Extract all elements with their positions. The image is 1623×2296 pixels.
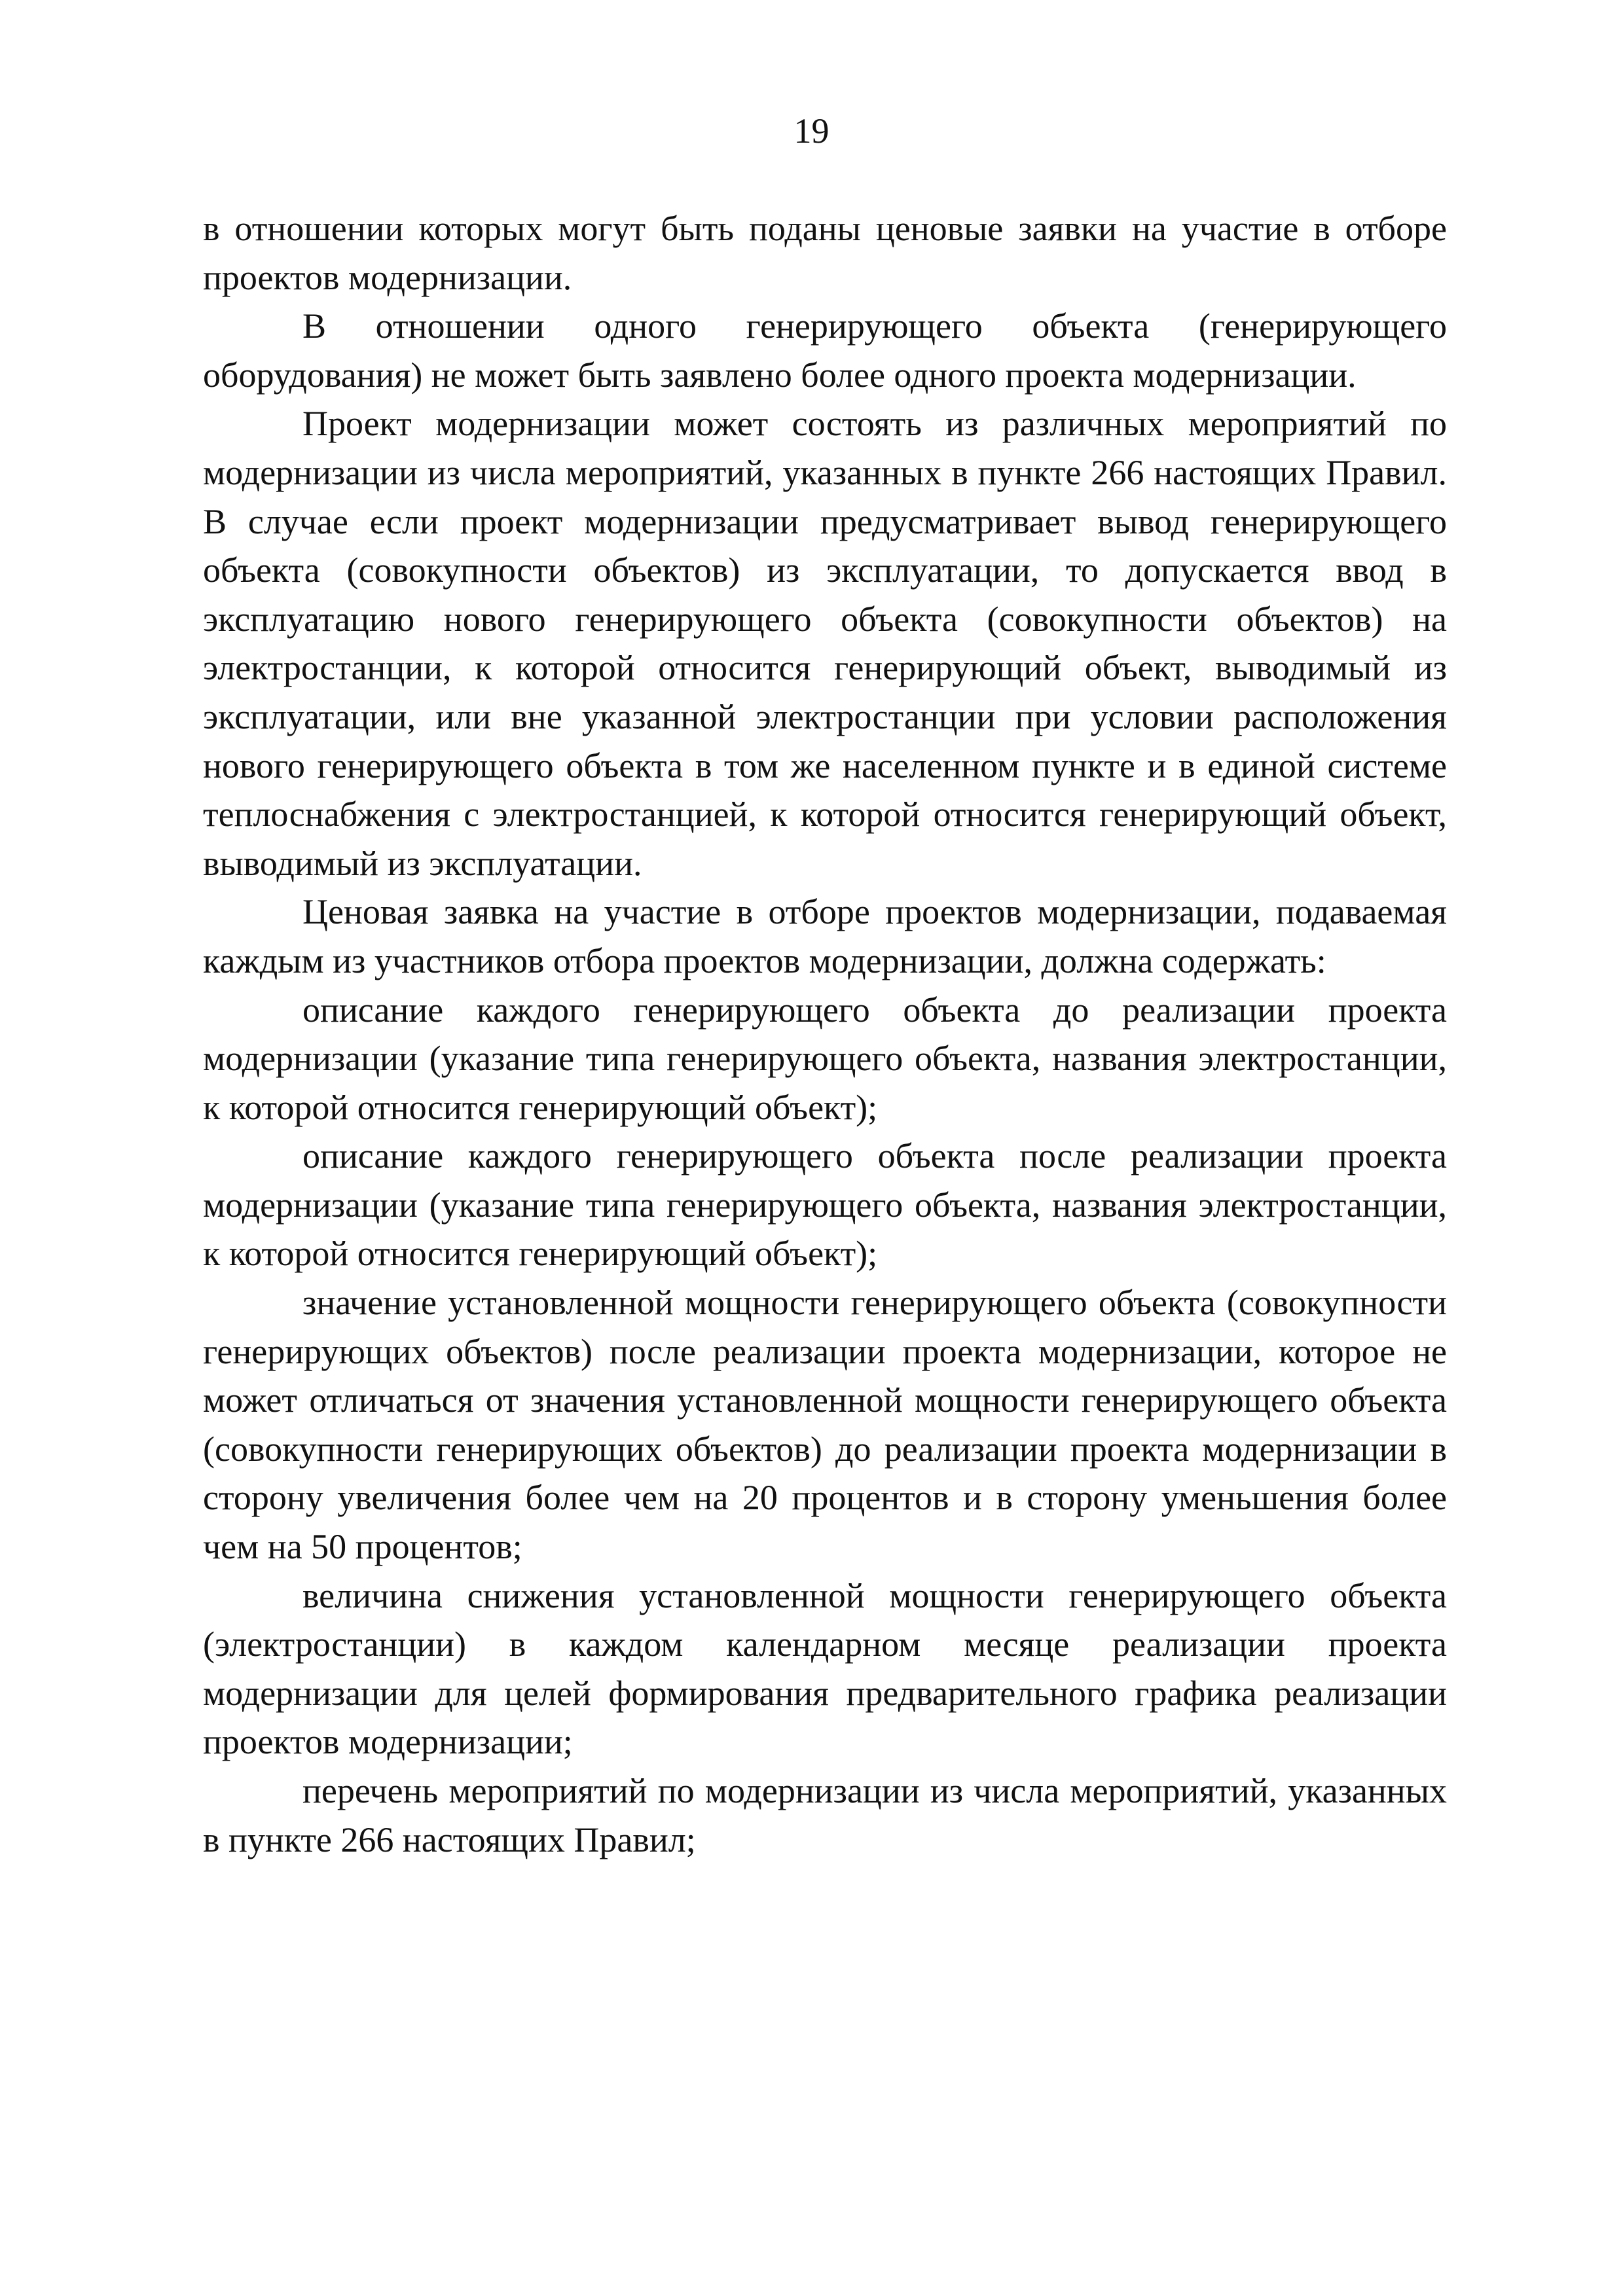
- page-number: 19: [793, 111, 830, 151]
- document-body: [203, 204, 1447, 1864]
- list-item-description-after: описание каждого генерирующего объекта после реализации проекта модернизации (указание типа генерирующего объекта, названия электростанции, к которой относится генерирующий объект);: [203, 1136, 1447, 1274]
- list-item-description-before: описание каждого генерирующего объекта до реализации проекта модернизации (указание типа генерирующего объекта, названия электростанции, к которой относится генерирующий объект);: [203, 990, 1447, 1127]
- list-item-installed-capacity: значение установленной мощности генерирующего объекта (совокупности генерирующих объектов) после реализации проекта модернизации, которое не может отличаться от значения установленной мощности генерирующего объекта (совокупности генерирующих объектов) до реализации проекта модернизации в сторону увеличения более чем на 20 процентов и в сторону уменьшения более чем на 50 процентов;: [203, 1283, 1447, 1567]
- paragraph-single-project-rule: В отношении одного генерирующего объекта (генерирующего оборудования) не может быть заявлено более одного проекта модернизации.: [203, 306, 1447, 395]
- paragraph-continuation: в отношении которых могут быть поданы ценовые заявки на участие в отборе проектов модернизации.: [203, 209, 1447, 297]
- list-item-capacity-reduction: величина снижения установленной мощности генерирующего объекта (электростанции) в каждом календарном месяце реализации проекта модернизации для целей формирования предварительного графика реализации проектов модернизации;: [203, 1575, 1447, 1762]
- list-item-measures-list: перечень мероприятий по модернизации из числа мероприятий, указанных в пункте 266 настоящих Правил;: [203, 1771, 1447, 1859]
- paragraph-project-composition: Проект модернизации может состоять из различных мероприятий по модернизации из числа мероприятий, указанных в пункте 266 настоящих Правил. В случае если проект модернизации предусматривает вывод генерирующего объекта (совокупности объектов) из эксплуатации, то допускается ввод в эксплуатацию нового генерирующего объекта (совокупности объектов) на электростанции, к которой относится генерирующий объект, выводимый из эксплуатации, или вне указанной электростанции при условии расположения нового генерирующего объекта в том же населенном пункте и в единой системе теплоснабжения с электростанцией, к которой относится генерирующий объект, выводимый из эксплуатации.: [203, 404, 1447, 883]
- paragraph-bid-contents-intro: Ценовая заявка на участие в отборе проектов модернизации, подаваемая каждым из участников отбора проектов модернизации, должна содержать:: [203, 892, 1447, 980]
